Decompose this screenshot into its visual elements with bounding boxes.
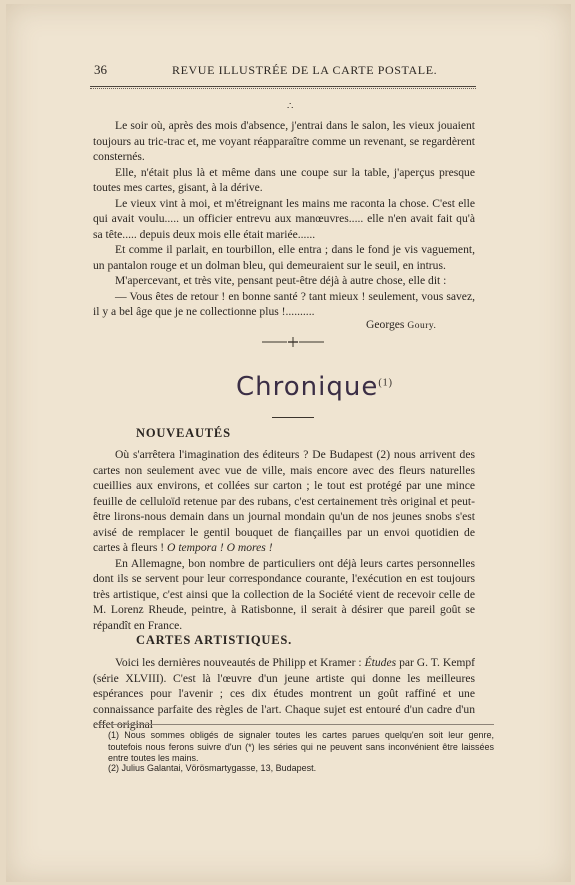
story-paragraph: — Vous êtes de retour ! en bonne santé ? tant mieux ! seulement, vous savez, il y a bel âge que je ne collectionne plus !.......... bbox=[93, 289, 475, 318]
section-heading-cartes-artistiques: CARTES ARTISTIQUES. bbox=[136, 633, 293, 647]
paragraph-start: Voici les dernières nouveautés de Philipp et Kramer : bbox=[115, 656, 362, 669]
footnote-text: (1) Nous sommes obligés de signaler toutes les cartes parues quelqu'en soit leur genre, toutefois nous ferons suivre d'un (*) les séries qui ne peuvent sans inconvénient être laissées entre toutes les mains. bbox=[108, 730, 494, 763]
story-text bbox=[93, 118, 475, 320]
paragraph-end: par G. T. Kempf (série XLVIII). C'est là l'œuvre d'un jeune artiste qui donne les meilleures espérances pour l'avenir ; ces dix études montrent un goût raffiné et une connaissance parfaite des règles de l'art. Chaque sujet est entouré d'un cadre d'un effet original bbox=[93, 656, 476, 731]
author-signature bbox=[366, 318, 436, 331]
running-header bbox=[90, 62, 480, 84]
running-title: REVUE ILLUSTRÉE DE LA CARTE POSTALE. bbox=[172, 63, 438, 77]
section-separator-mark: ∴ bbox=[287, 101, 294, 112]
story-paragraph: Et comme il parlait, en tourbillon, elle entra ; dans le fond je vis vaguement, un pantalon rouge et un dolman bleu, qui demeuraient sur le seuil, en intrus. bbox=[93, 243, 475, 272]
cartes-artistiques-text bbox=[93, 655, 475, 733]
nouveautes-text bbox=[93, 447, 475, 633]
latin-exclamation: O tempora ! O mores ! bbox=[167, 541, 273, 554]
series-title: Études bbox=[364, 656, 397, 669]
chronique-title-text: Chronique bbox=[236, 372, 379, 402]
footnote-text: (2) Julius Galantai, Vörösmartygasse, 13, Budapest. bbox=[108, 763, 317, 773]
chronique-title-note: (1) bbox=[378, 377, 394, 389]
signature-first-name: Georges bbox=[366, 318, 405, 331]
title-underline bbox=[272, 417, 314, 418]
nouveautes-paragraph bbox=[93, 447, 475, 556]
ornament-divider bbox=[260, 336, 326, 348]
section-heading-nouveautes: NOUVEAUTÉS bbox=[136, 426, 231, 440]
page-number: 36 bbox=[94, 62, 107, 77]
nouveautes-paragraph: En Allemagne, bon nombre de particuliers ont déjà leurs cartes personnelles dont ils se servent pour leur correspondance courante, l'exécution en est toujours très artistique, c'est ainsi que la collection de la Société vient de recevoir celle de M. Lorenz Rheude, peintre, à Ratisbonne, il serait à désirer que pareil goût se répandît en France. bbox=[93, 556, 475, 632]
story-paragraph: M'apercevant, et très vite, pensant peut-être déjà à autre chose, elle dit : bbox=[115, 274, 447, 287]
footnote-1 bbox=[94, 730, 494, 765]
story-paragraph: Elle, n'était plus là et même dans une coupe sur la table, j'aperçus presque toutes mes cartes, gisant, à la dérive. bbox=[93, 165, 475, 194]
story-paragraph: Le soir où, après des mois d'absence, j'entrai dans le salon, les vieux jouaient toujours au tric-trac et, me voyant réapparaître comme un revenant, se regardèrent consternés. bbox=[93, 119, 475, 163]
nouveautes-paragraph-text: Où s'arrêtera l'imagination des éditeurs ? De Budapest (2) nous arrivent des cartes non seulement avec vue de ville, mais encore avec des fleurs naturelles cueillies aux environs, et collées sur carton ; le tout est protégé par une mince feuille de celluloïd retenue par des rubans, c'est certainement très original et peut-être lirons-nous demain dans un journal mondain qu'un de nos jeunes snobs s'est avisé de remplacer le gentil bouquet de fiançailles par un envoi quotidien de cartes à fleurs ! bbox=[93, 448, 475, 554]
header-rule bbox=[90, 86, 476, 87]
footnote-2 bbox=[94, 763, 494, 775]
footnote-rule bbox=[94, 724, 494, 725]
signature-last-name: Goury. bbox=[407, 321, 437, 331]
story-paragraph: Le vieux vint à moi, et m'étreignant les mains me raconta la chose. C'est elle qui avait voulu..... un officier entrevu aux manœuvres..... elle n'en avait fait qu'à sa tête..... depuis deux mois elle était mariée...... bbox=[93, 196, 475, 241]
chronique-title bbox=[236, 372, 393, 402]
header-rule-dotted bbox=[90, 88, 476, 89]
cartes-artistiques-paragraph bbox=[93, 655, 475, 733]
